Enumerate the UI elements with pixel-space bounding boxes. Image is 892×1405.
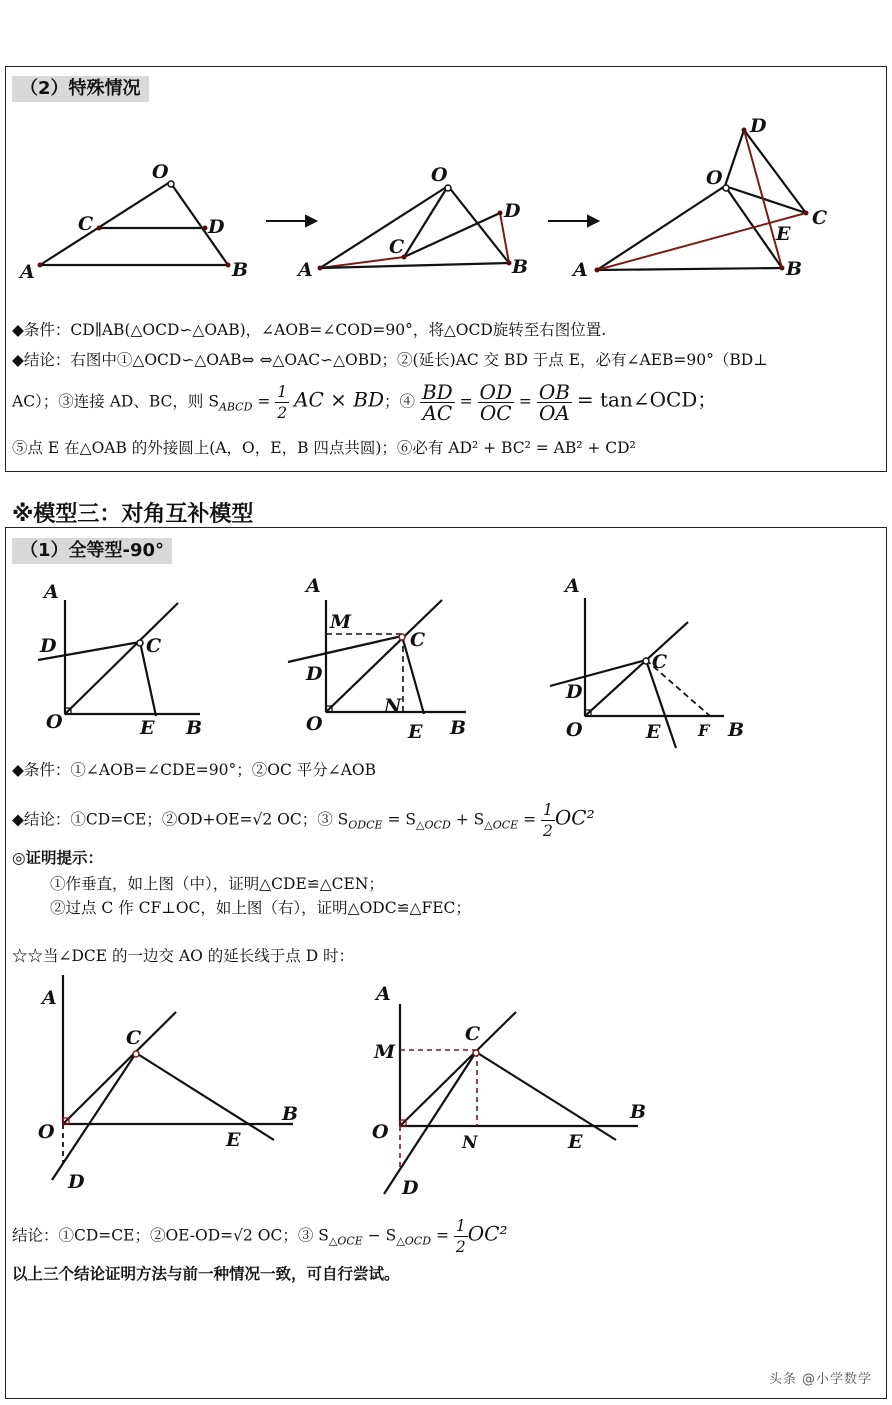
conclusion-line-1: ◆结论：右图中①△OCD∽△OAB⇔ ⇔△OAC∽△OBD；②(延长)AC 交 BD 于点 E，必有∠AEB=90°（BD⊥ [12, 351, 768, 369]
label-A: A [573, 259, 588, 281]
label-A: A [306, 575, 321, 597]
label-D: D [306, 663, 323, 685]
label-C: C [126, 1027, 142, 1049]
label-C: C [465, 1023, 481, 1045]
label-B: B [450, 717, 467, 739]
conclusion-extension: 结论：①CD=CE；②OE-OD=√2 OC；③ $S_{\triangle OCE} - S_{\triangle OCD}$ = $\frac{1}{2}$ OC² [12, 1217, 508, 1256]
label-C: C [410, 629, 426, 651]
conclusion-congruent: ◆结论：①CD=CE；②OD+OE=√2 OC；③ $S_{ODCE} = S_{\triangle OCD} + S_{\triangle OCE}$ = $\frac{1}{2}$ OC² [12, 801, 595, 840]
label-E: E [776, 223, 791, 245]
label-O: O [566, 719, 583, 741]
label-C: C [812, 207, 828, 229]
proof-title: ◎证明提示： [12, 848, 104, 867]
label-E: E [646, 721, 661, 743]
label-D: D [504, 200, 521, 222]
label-D: D [68, 1171, 85, 1193]
label-D: D [750, 115, 767, 137]
final-note: 以上三个结论证明方法与前一种情况一致，可自行尝试。 [12, 1264, 400, 1283]
section-tag-congruent: （1）全等型-90° [12, 538, 172, 564]
watermark: 头条 @小学数学 [768, 1372, 872, 1387]
label-C: C [652, 651, 668, 673]
star-note: ☆☆当∠DCE 的一边交 AO 的延长线于点 D 时： [12, 947, 355, 965]
label-O: O [306, 713, 323, 735]
label-C: C [78, 213, 94, 235]
section-tag-special: （2）特殊情况 [12, 76, 149, 102]
label-O: O [706, 167, 723, 189]
condition-text-2: ◆条件：①∠AOB=∠CDE=90°；②OC 平分∠AOB [12, 761, 377, 779]
label-M: M [374, 1041, 396, 1063]
label-A: A [376, 983, 391, 1005]
label-E: E [140, 717, 155, 739]
label-C: C [146, 635, 162, 657]
label-O: O [46, 711, 63, 733]
label-D: D [566, 681, 583, 703]
label-A: A [42, 987, 57, 1009]
label-N: N [462, 1133, 478, 1153]
label-E: E [226, 1129, 241, 1151]
label-B: B [282, 1103, 299, 1125]
model3-title: ※模型三：对角互补模型 [12, 502, 254, 527]
label-O: O [38, 1121, 55, 1143]
label-A: A [44, 581, 59, 603]
label-A: A [20, 261, 35, 283]
conclusion-line-2: AC）；③连接 AD、BC，则 $S_{ABCD}$ = $\frac{1}{2}$ AC × BD；④ $\frac{BD}{AC}$ = $\frac{OD}{OC}$ = $\frac{OB}{OA}$ = tan∠OCD； [12, 380, 718, 425]
label-N: N [384, 695, 402, 717]
label-D: D [402, 1177, 419, 1199]
label-F: F [698, 721, 710, 740]
proof-hint-1: ①作垂直，如上图（中），证明△CDE≌△CEN； [50, 875, 384, 893]
label-B: B [186, 717, 203, 739]
label-B: B [512, 256, 529, 278]
label-M: M [330, 611, 352, 633]
label-O: O [431, 164, 448, 186]
label-A: A [298, 259, 313, 281]
label-A: A [565, 575, 580, 597]
label-E: E [408, 721, 423, 743]
label-B: B [786, 258, 803, 280]
label-E: E [568, 1131, 583, 1153]
label-B: B [728, 719, 745, 741]
proof-hint-2: ②过点 C 作 CF⊥OC，如上图（右），证明△ODC≌△FEC； [50, 899, 471, 917]
label-D: D [40, 635, 57, 657]
conclusion-line-3: ⑤点 E 在△OAB 的外接圆上(A，O，E，B 四点共圆)；⑥必有 AD² + BC² = AB² + CD² [12, 439, 636, 457]
label-B: B [630, 1101, 647, 1123]
label-C: C [389, 236, 405, 258]
label-D: D [208, 216, 225, 238]
label-O: O [372, 1121, 389, 1143]
label-O: O [152, 161, 169, 183]
label-B: B [232, 259, 249, 281]
condition-text: ◆条件：CD∥AB(△OCD∽△OAB)，∠AOB=∠COD=90°，将△OCD旋转至右图位置. [12, 321, 607, 339]
